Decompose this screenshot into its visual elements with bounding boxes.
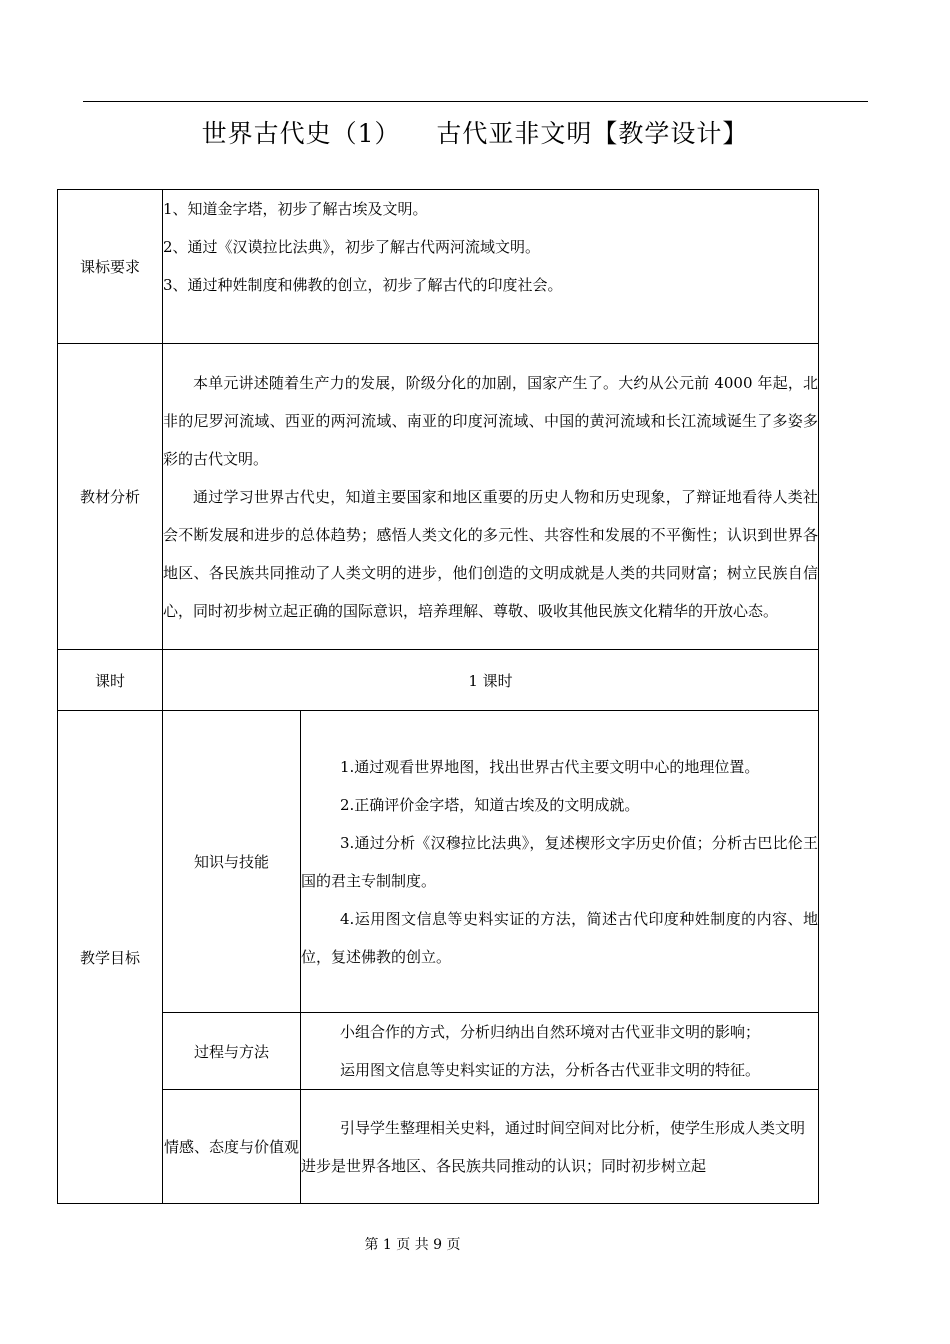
textbook-paragraph: 通过学习世界古代史，知道主要国家和地区重要的历史人物和历史现象，了辩证地看待人类社会不断发展和进步的总体趋势；感悟人类文化的多元性、共容性和发展的不平衡性；认识到世界各地区、各民族共同推动了人类文明的进步，他们创造的文明成就是人类的共同财富；树立民族自信心，同时初步树立起正确的国际意识，培养理解、尊敬、吸收其他民族文化精华的开放心态。 — [163, 487, 819, 620]
objectives-process-row — [58, 1013, 819, 1090]
process-content — [301, 1013, 819, 1090]
process-label: 过程与方法 — [163, 1013, 301, 1090]
textbook-label: 教材分析 — [58, 344, 163, 650]
curriculum-content — [163, 190, 819, 344]
period-value: 1 课时 — [163, 650, 819, 711]
knowledge-label: 知识与技能 — [163, 711, 301, 1013]
knowledge-item: 1.通过观看世界地图，找出世界古代主要文明中心的地理位置。 — [340, 757, 760, 776]
curriculum-label: 课标要求 — [58, 190, 163, 344]
page-title: 世界古代史（1） 古代亚非文明【教学设计】 — [201, 119, 749, 148]
attitude-content: 引导学生整理相关史料，通过时间空间对比分析，使学生形成人类文明进步是世界各地区、各民族共同推动的认识；同时初步树立起 — [301, 1090, 819, 1204]
curriculum-item: 1、知道金字塔，初步了解古埃及文明。 — [163, 200, 428, 218]
objectives-attitude-row — [58, 1090, 819, 1204]
knowledge-item: 2.正确评价金字塔，知道古埃及的文明成就。 — [340, 795, 640, 814]
textbook-row — [58, 344, 819, 650]
process-item: 小组合作的方式，分析归纳出自然环境对古代亚非文明的影响； — [340, 1023, 761, 1041]
period-row — [58, 650, 819, 711]
knowledge-item: 3.通过分析《汉穆拉比法典》，复述楔形文字历史价值；分析古巴比伦王国的君主专制制度。 — [301, 833, 819, 890]
curriculum-item: 3、通过种姓制度和佛教的创立，初步了解古代的印度社会。 — [163, 276, 563, 294]
knowledge-item: 4.运用图文信息等史料实证的方法，简述古代印度种姓制度的内容、地位，复述佛教的创立。 — [301, 909, 819, 966]
header-rule — [83, 101, 868, 102]
period-label: 课时 — [58, 650, 163, 711]
textbook-paragraph: 本单元讲述随着生产力的发展，阶级分化的加剧，国家产生了。大约从公元前 4000 年起，北非的尼罗河流域、西亚的两河流域、南亚的印度河流域、中国的黄河流域和长江流域诞生了多姿多彩的古代文明。 — [163, 373, 819, 468]
knowledge-content — [301, 711, 819, 1013]
attitude-label: 情感、态度与价值观 — [163, 1090, 301, 1204]
lesson-plan-table — [57, 189, 819, 1204]
page-footer: 第 1 页 共 9 页 — [364, 1237, 461, 1253]
curriculum-item: 2、通过《汉谟拉比法典》，初步了解古代两河流域文明。 — [163, 238, 541, 256]
process-item: 运用图文信息等史料实证的方法，分析各古代亚非文明的特征。 — [340, 1061, 761, 1079]
curriculum-row — [58, 190, 819, 344]
objectives-label: 教学目标 — [58, 711, 163, 1204]
objectives-knowledge-row — [58, 711, 819, 1013]
textbook-content — [163, 344, 819, 650]
